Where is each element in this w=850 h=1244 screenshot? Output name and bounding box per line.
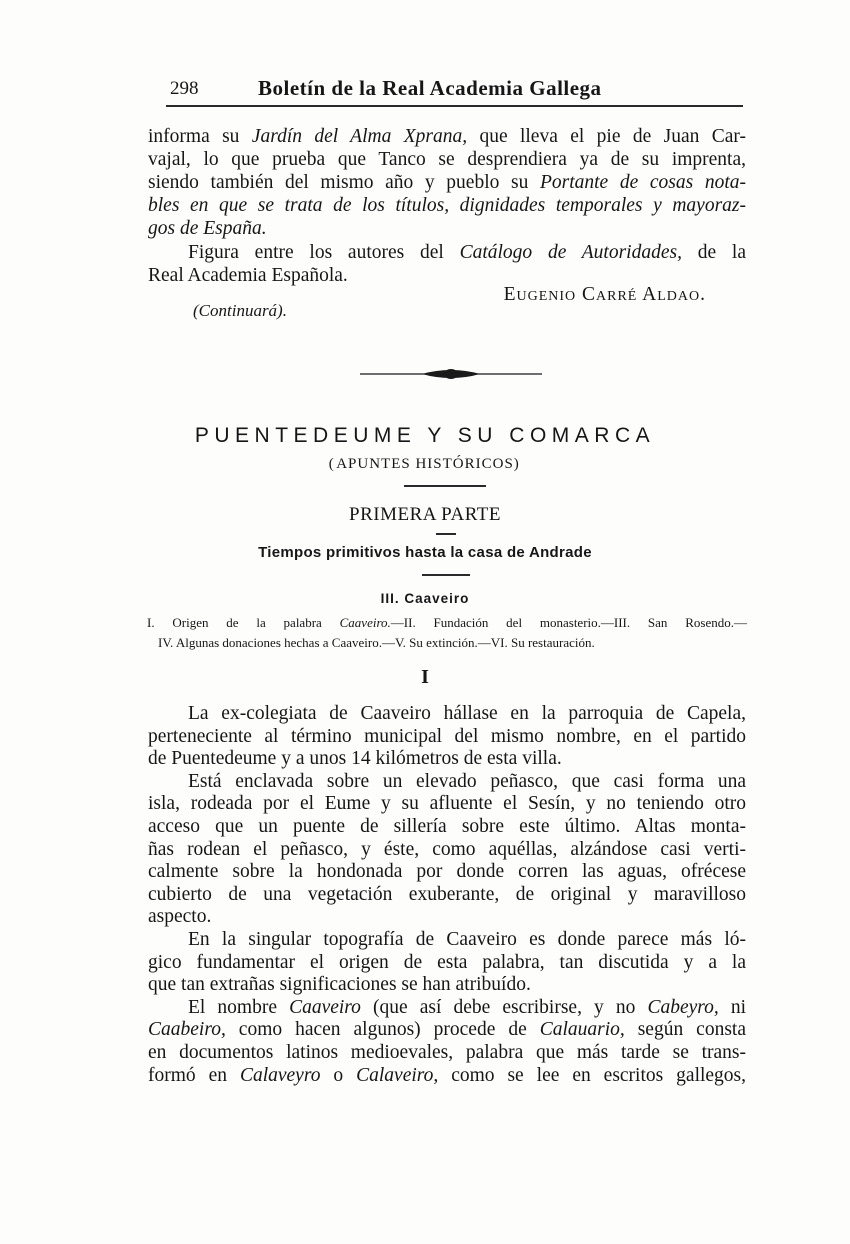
author-name: Eugenio Carré Aldao. — [503, 284, 706, 305]
section-numeral: I — [421, 666, 429, 688]
text: como hacen algunos) procede de — [225, 1019, 540, 1041]
text: que tan extrañas significaciones se han atribuído. — [148, 974, 531, 996]
text: Real Academia Española. — [148, 264, 348, 286]
text: acceso que un puente de sillería sobre este último. Altas monta- — [148, 816, 746, 837]
text: La ex-colegiata de Caaveiro hállase en la parroquia de Capela, — [188, 703, 746, 724]
text: Está enclavada sobre un elevado peñasco, que casi forma una — [188, 770, 746, 792]
part-heading: PRIMERA PARTE — [349, 504, 501, 525]
text: gico fundamentar el origen de esta palabra, tan discutida y a la — [148, 951, 746, 973]
text: ni — [718, 996, 746, 1018]
italic-text: Calaveyro — [239, 1064, 321, 1086]
text-line — [148, 951, 746, 974]
article-subtitle: (APUNTES HISTÓRICOS) — [328, 456, 522, 472]
text-line — [148, 725, 746, 748]
text-line — [148, 883, 746, 906]
text-line — [148, 1064, 746, 1087]
summary-text: I. Origen de la palabra — [147, 615, 340, 630]
text-line — [188, 702, 746, 725]
journal-title: Boletín de la Real Academia Gallega — [258, 76, 602, 100]
part-rule — [436, 533, 456, 535]
text: Figura entre los autores del — [188, 241, 460, 263]
text: de Puentedeume y a unos 14 kilómetros de esta villa. — [148, 748, 562, 770]
text-line — [148, 792, 746, 815]
text-line — [148, 1018, 746, 1041]
text-line — [148, 171, 746, 194]
text: formó en — [148, 1064, 240, 1086]
text-line — [188, 996, 746, 1019]
chapter-summary-line-1 — [147, 614, 747, 632]
italic-text: Caabeiro, — [148, 1019, 226, 1041]
text: perteneciente al término municipal del mismo nombre, en el partido — [148, 725, 746, 747]
text: ñas rodean el peñasco, y éste, como aquéllas, alzándose casi verti- — [148, 838, 746, 860]
text-line — [188, 241, 746, 264]
italic-text: Catálogo de Autoridades, — [459, 241, 682, 263]
text: aspecto. — [148, 906, 212, 928]
text: siendo también del mismo año y pueblo su — [148, 172, 540, 194]
text: de la — [681, 241, 746, 263]
header-rule — [166, 105, 743, 107]
text-line — [148, 1041, 746, 1064]
text-line — [148, 973, 746, 996]
text-line — [148, 838, 746, 861]
text: El nombre — [188, 996, 290, 1018]
text: cubierto de una vegetación exuberante, de original y maravilloso — [148, 883, 746, 905]
text: o — [320, 1064, 357, 1086]
text-line — [148, 125, 746, 148]
italic-text: Caaveiro — [289, 996, 361, 1018]
text: que lleva el pie de Juan Car- — [467, 126, 746, 147]
subtitle-rule — [404, 485, 486, 487]
text: informa su — [148, 126, 252, 147]
text-line — [148, 860, 746, 883]
text: vajal, lo que prueba que Tanco se desprendiera ya de su imprenta, — [148, 149, 746, 171]
text-line — [148, 905, 746, 928]
article-title: PUENTEDEUME Y SU COMARCA — [194, 424, 656, 447]
text-line — [148, 148, 746, 171]
text: isla, rodeada por el Eume y su afluente el Sesín, y no teniendo otro — [148, 793, 746, 815]
text: en documentos latinos medioevales, palabra que más tarde se trans- — [148, 1042, 746, 1063]
running-header — [166, 72, 743, 104]
summary-italic: Caaveiro. — [339, 615, 391, 630]
text-line — [148, 815, 746, 838]
italic-text: gos de España. — [148, 218, 267, 240]
ornament-divider — [360, 367, 542, 381]
page-number: 298 — [170, 78, 199, 99]
text: según consta — [624, 1019, 746, 1041]
text-line — [188, 928, 746, 951]
text: (que así debe escribirse, y no — [360, 996, 648, 1018]
section-rule — [422, 574, 470, 576]
subtitle-text: APUNTES HISTÓRICOS — [336, 456, 514, 472]
continued-note: (Continuará). — [193, 301, 287, 320]
text-line — [148, 217, 746, 240]
italic-text: Calauario, — [539, 1019, 625, 1041]
text: En la singular topografía de Caaveiro es donde parece más ló- — [188, 929, 746, 950]
section-heading: Tiempos primitivos hasta la casa de Andrade — [258, 544, 592, 561]
chapter-summary-line-2: IV. Algunas donaciones hechas a Caaveiro.—V. Su extinción.—VI. Su restauración. — [158, 635, 595, 650]
summary-text: —II. Fundación del monasterio.—III. San Rosendo.— — [390, 615, 747, 630]
text-line — [188, 770, 746, 793]
italic-text: Calaveiro, — [356, 1064, 439, 1086]
italic-text: bles en que se trata de los títulos, dignidades temporales y mayoraz- — [148, 195, 746, 217]
chapter-heading: III. Caaveiro — [380, 591, 470, 606]
text-line — [148, 194, 746, 217]
text-line — [148, 747, 746, 770]
text: como se lee en escritos gallegos, — [438, 1064, 747, 1086]
italic-text: Portante de cosas nota- — [539, 172, 746, 194]
italic-text: Jardín del Alma Xprana, — [251, 126, 468, 147]
italic-text: Cabeyro, — [647, 996, 719, 1018]
text: calmente sobre la hondonada por donde corren las aguas, ofrécese — [148, 861, 746, 883]
